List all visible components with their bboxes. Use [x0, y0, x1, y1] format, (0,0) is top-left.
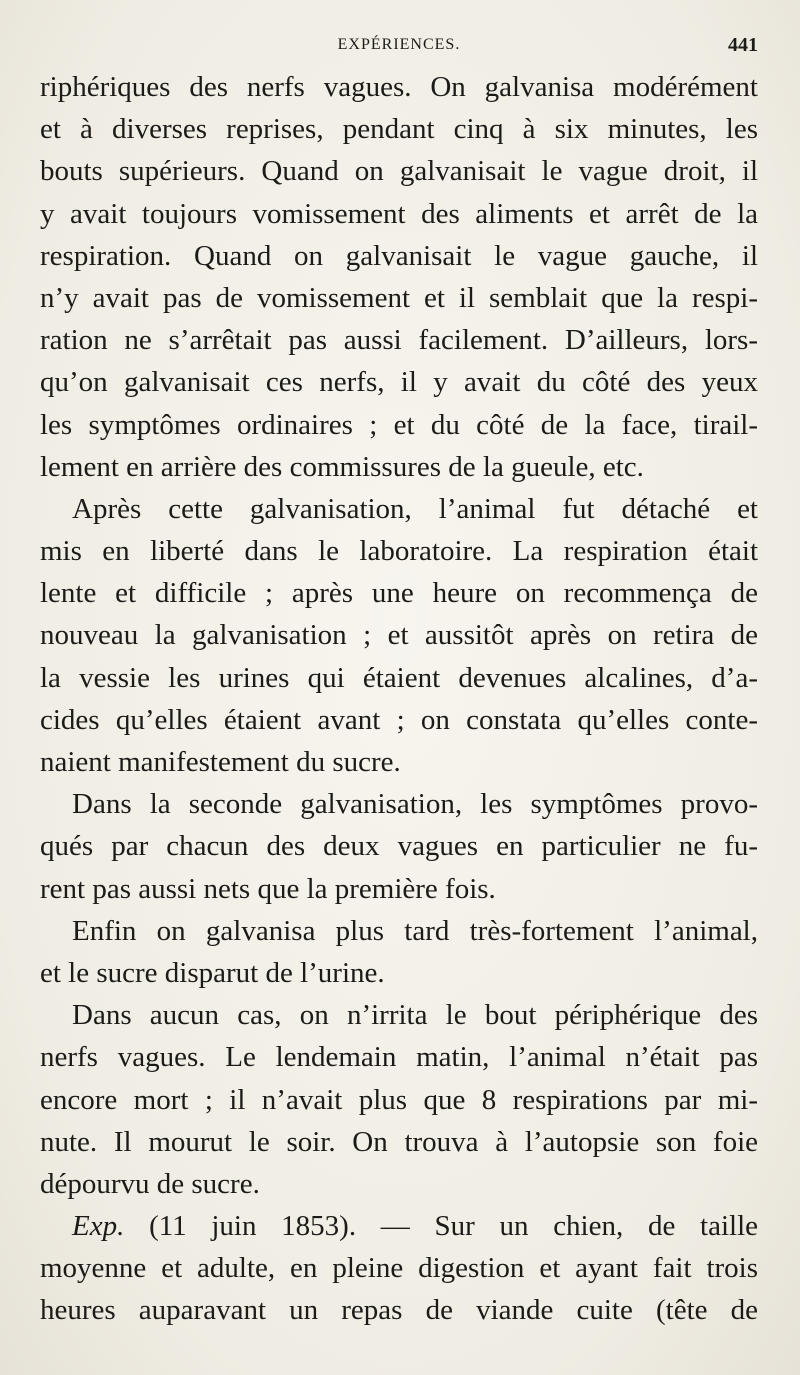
text-line: [40, 488, 758, 530]
text-line: [40, 319, 758, 361]
text-line: [40, 150, 758, 192]
text-line: [40, 1205, 758, 1247]
text-line-content: dépourvu de sucre.: [40, 1167, 260, 1200]
text-line-content: qu’on galvanisait ces nerfs, il y avait du côté des yeux: [40, 366, 758, 399]
text-line-content: Enfin on galvanisa plus tard très-fortement l’animal,: [72, 914, 758, 947]
text-line-content: mis en liberté dans le laboratoire. La respiration était: [40, 535, 758, 568]
text-line-content: encore mort ; il n’avait plus que 8 respirations par mi-: [40, 1083, 758, 1116]
text-line-content: qués par chacun des deux vagues en particulier ne fu-: [40, 830, 758, 863]
text-line-content: bouts supérieurs. Quand on galvanisait le vague droit, il: [40, 155, 758, 188]
experiment-label: Exp.: [72, 1210, 125, 1243]
text-line-content: respiration. Quand on galvanisait le vague gauche, il: [40, 239, 758, 272]
body-text: [40, 66, 758, 1332]
text-line: [40, 868, 758, 910]
text-line-content: rent pas aussi nets que la première fois.: [40, 872, 496, 905]
text-line-content: Dans aucun cas, on n’irrita le bout périphérique des: [72, 999, 758, 1032]
text-line: [40, 741, 758, 783]
text-line: [40, 657, 758, 699]
text-line: [40, 614, 758, 656]
text-line: [40, 910, 758, 952]
text-line: [40, 277, 758, 319]
text-line: [40, 783, 758, 825]
text-line: [40, 66, 758, 108]
text-line: [40, 952, 758, 994]
text-line: [40, 699, 758, 741]
text-line-content: moyenne et adulte, en pleine digestion et ayant fait trois: [40, 1252, 758, 1285]
text-line: [40, 193, 758, 235]
text-line: [40, 825, 758, 867]
text-line-content: naient manifestement du sucre.: [40, 746, 401, 778]
text-line-content: heures auparavant un repas de viande cuite (tête de: [40, 1294, 758, 1327]
text-line: [40, 1289, 758, 1331]
text-line-content: les symptômes ordinaires ; et du côté de la face, tirail-: [40, 408, 758, 441]
text-line-content: la vessie les urines qui étaient devenues alcalines, d’a-: [40, 661, 758, 694]
text-line: [40, 1163, 758, 1205]
text-line-content: nouveau la galvanisation ; et aussitôt après on retira de: [40, 619, 758, 652]
text-line: [40, 572, 758, 614]
text-line-content: Dans la seconde galvanisation, les symptômes provo-: [72, 788, 758, 821]
text-line: [40, 530, 758, 572]
text-line: [40, 446, 758, 488]
text-line-content: y avait toujours vomissement des aliments et arrêt de la: [40, 197, 758, 230]
running-title: EXPÉRIENCES.: [337, 36, 461, 53]
text-line: [40, 994, 758, 1036]
text-line: [40, 1079, 758, 1121]
text-line: [40, 235, 758, 277]
text-line: [40, 1036, 758, 1078]
text-line-content: ration ne s’arrêtait pas aussi facilement. D’ailleurs, lors-: [40, 324, 758, 357]
text-line-content: et le sucre disparut de l’urine.: [40, 956, 385, 989]
text-line: [40, 404, 758, 446]
text-line-content: lement en arrière des commissures de la gueule, etc.: [40, 450, 644, 483]
running-head: [40, 34, 758, 58]
text-line-content: lente et difficile ; après une heure on recommença de: [40, 577, 758, 610]
text-line: [40, 1121, 758, 1163]
page-number: 441: [728, 34, 758, 56]
text-line-content: riphériques des nerfs vagues. On galvanisa modérément: [40, 71, 758, 103]
text-line: [40, 361, 758, 403]
text-line-content: et à diverses reprises, pendant cinq à six minutes, les: [40, 113, 758, 146]
text-line-content: nerfs vagues. Le lendemain matin, l’animal n’était pas: [40, 1041, 758, 1074]
text-line-content: (11 juin 1853). — Sur un chien, de taille: [149, 1210, 758, 1243]
text-line-content: n’y avait pas de vomissement et il semblait que la respi-: [40, 281, 758, 314]
text-line-content: nute. Il mourut le soir. On trouva à l’autopsie son foie: [40, 1125, 758, 1158]
text-line-content: Après cette galvanisation, l’animal fut détaché et: [72, 492, 758, 525]
text-line-content: cides qu’elles étaient avant ; on constata qu’elles conte-: [40, 703, 758, 736]
text-line: [40, 108, 758, 150]
text-line: [40, 1247, 758, 1289]
